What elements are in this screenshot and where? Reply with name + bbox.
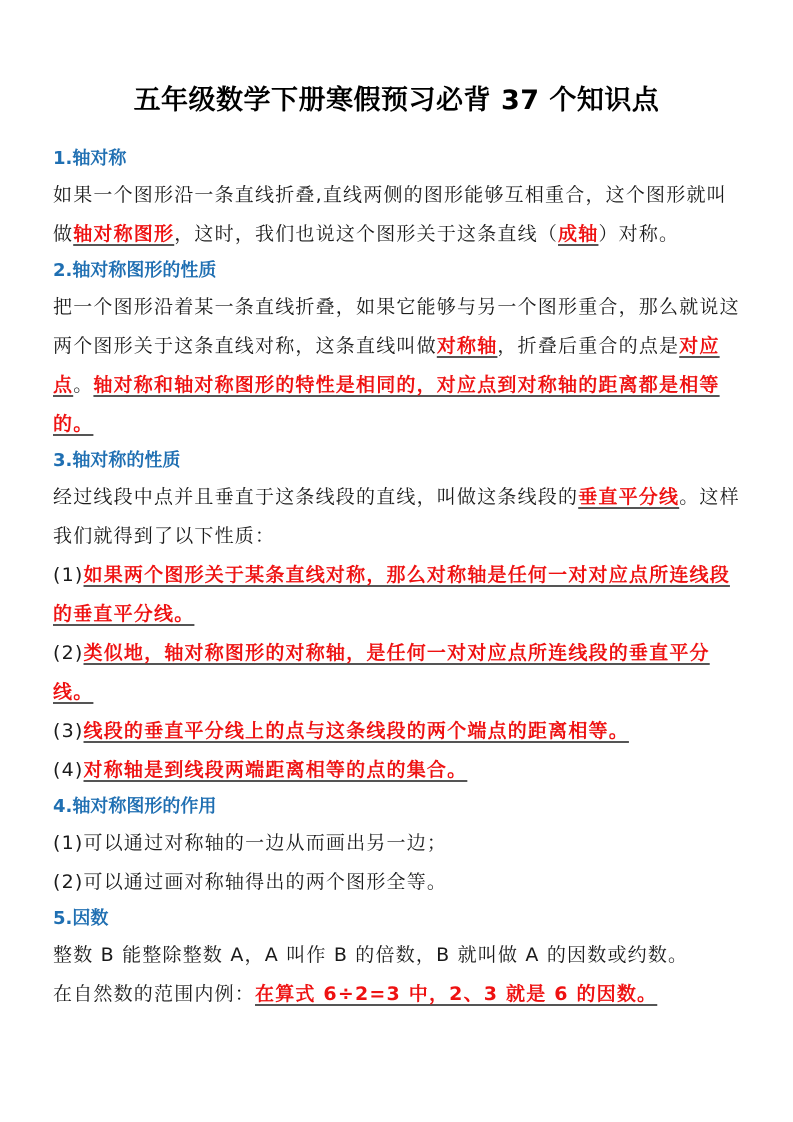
highlight-term: 垂直平分线: [578, 486, 680, 508]
item-number: (2): [53, 871, 84, 893]
section-3-paragraph: [53, 478, 743, 556]
section-5-example: [53, 975, 743, 1014]
list-item: [53, 863, 743, 902]
item-text: 如果两个图形关于某条直线对称，那么对称轴是任何一对对应点所连线段的垂直平分线。: [53, 564, 730, 625]
item-number: (3): [53, 720, 84, 742]
text: ，折叠后重合的点是: [497, 335, 680, 357]
highlight-term: 轴对称图形: [73, 223, 175, 245]
section-5-paragraph: 整数 B 能整除整数 A，A 叫作 B 的倍数，B 就叫做 A 的因数或约数。: [53, 944, 689, 966]
item-number: (4): [53, 759, 84, 781]
text: 在自然数的范围内例：: [53, 983, 256, 1005]
item-text: 可以通过画对称轴得出的两个图形全等。: [83, 871, 448, 893]
list-item: [53, 634, 743, 712]
list-item: [53, 824, 743, 863]
text: ，这时，我们也说这个图形关于这条直线（: [174, 223, 559, 245]
section-heading-4: 4.轴对称图形的作用: [53, 796, 217, 817]
highlight-term: 对称轴: [436, 335, 498, 357]
text: ）对称。: [598, 223, 680, 245]
section-2-paragraph: [53, 288, 743, 444]
section-1-paragraph: [53, 176, 743, 254]
item-number: (2): [53, 642, 84, 664]
text: 如果一个图形沿一条直线折叠,直线两侧的图形能够互相重合，这个图形就叫做: [53, 184, 727, 245]
document-body: [53, 142, 743, 1014]
page-title: 五年级数学下册寒假预习必背 37 个知识点: [133, 85, 660, 116]
section-heading-1: 1.轴对称: [53, 148, 127, 169]
item-text: 可以通过对称轴的一边从而画出另一边；: [83, 832, 448, 854]
highlight-term: 对应点: [53, 335, 720, 396]
item-number: (1): [53, 832, 84, 854]
list-item: [53, 712, 743, 751]
text: 。: [73, 374, 94, 396]
list-item: [53, 751, 743, 790]
section-heading-2: 2.轴对称图形的性质: [53, 260, 217, 281]
list-item: [53, 556, 743, 634]
text: 把一个图形沿着某一条直线折叠，如果它能够与另一个图形重合，那么就说这两个图形关于这条直线对称，这条直线叫做: [53, 296, 740, 357]
text: 。这样我们就得到了以下性质：: [53, 486, 740, 547]
item-number: (1): [53, 564, 84, 586]
highlight-sentence: 轴对称和轴对称图形的特性是相同的，对应点到对称轴的距离都是相等的。: [53, 374, 720, 435]
section-heading-3: 3.轴对称的性质: [53, 450, 181, 471]
text: 经过线段中点并且垂直于这条线段的直线，叫做这条线段的: [53, 486, 579, 508]
highlight-term: 成轴: [558, 223, 599, 245]
item-text: 线段的垂直平分线上的点与这条线段的两个端点的距离相等。: [83, 720, 629, 742]
highlight-sentence: 在算式 6÷2=3 中，2、3 就是 6 的因数。: [255, 983, 658, 1005]
section-heading-5: 5.因数: [53, 908, 109, 929]
item-text: 类似地，轴对称图形的对称轴，是任何一对对应点所连线段的垂直平分线。: [53, 642, 710, 703]
item-text: 对称轴是到线段两端距离相等的点的集合。: [83, 759, 468, 781]
